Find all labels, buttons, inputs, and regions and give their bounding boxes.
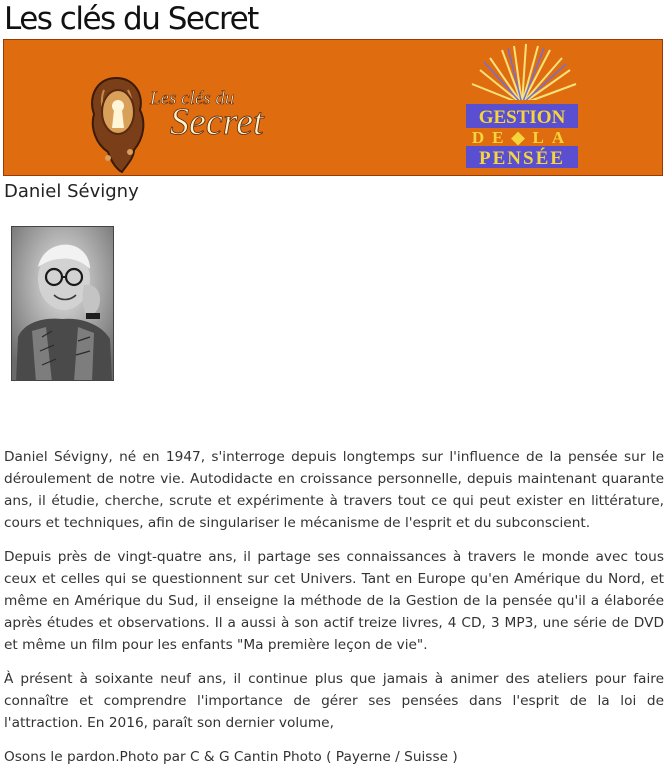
site-title[interactable]: Les clés du Secret	[4, 1, 258, 37]
logo-de-la: DE◆LA	[471, 128, 573, 147]
secret-wordmark	[149, 88, 265, 143]
logo-line-1: Les clés du	[150, 88, 235, 109]
banner-artwork	[4, 40, 663, 176]
biography	[4, 446, 664, 780]
bio-paragraph: Osons le pardon.Photo par C & G Cantin Photo ( Payerne / Suisse )	[4, 749, 458, 765]
keyhole-logo	[92, 78, 143, 172]
logo-line-2: Secret	[170, 101, 264, 143]
gestion-pensee-logo	[466, 44, 578, 169]
bio-paragraph: À présent à soixante neuf ans, il continue plus que jamais à animer des ateliers pour faire connaître et comprendre l'importance de gérer ses pensées dans l'esprit de la loi de l'attraction. En 2016, paraît son dernier volume,	[4, 671, 664, 731]
logo-pensee: PENSÉE	[479, 148, 565, 169]
bio-paragraph: Depuis près de vingt-quatre ans, il partage ses connaissances à travers le monde avec tous ceux et celles qui se questionnent sur cet Univers. Tant en Europe qu'en Amérique du Nord, et même en Amérique du Sud, il enseigne la méthode de la Gestion de la pensée qu'il a élaborée après études et observations. Il a aussi à son actif treize livres, 4 CD, 3 MP3, une série de DVD et même un film pour les enfants "Ma première leçon de vie".	[4, 549, 664, 653]
logo-gestion: GESTION	[478, 107, 566, 128]
author-photo	[11, 226, 114, 381]
page-title: Daniel Sévigny	[4, 181, 139, 202]
bio-paragraph: Daniel Sévigny, né en 1947, s'interroge depuis longtemps sur l'influence de la pensée sur le déroulement de notre vie. Autodidacte en croissance personnelle, depuis maintenant quarante ans, il étudie, cherche, scrute et expérimente à travers tout ce qui peut exister en littérature, cours et techniques, afin de singulariser le mécanisme de l'esprit et du subconscient.	[4, 449, 664, 531]
header-banner	[3, 39, 663, 176]
